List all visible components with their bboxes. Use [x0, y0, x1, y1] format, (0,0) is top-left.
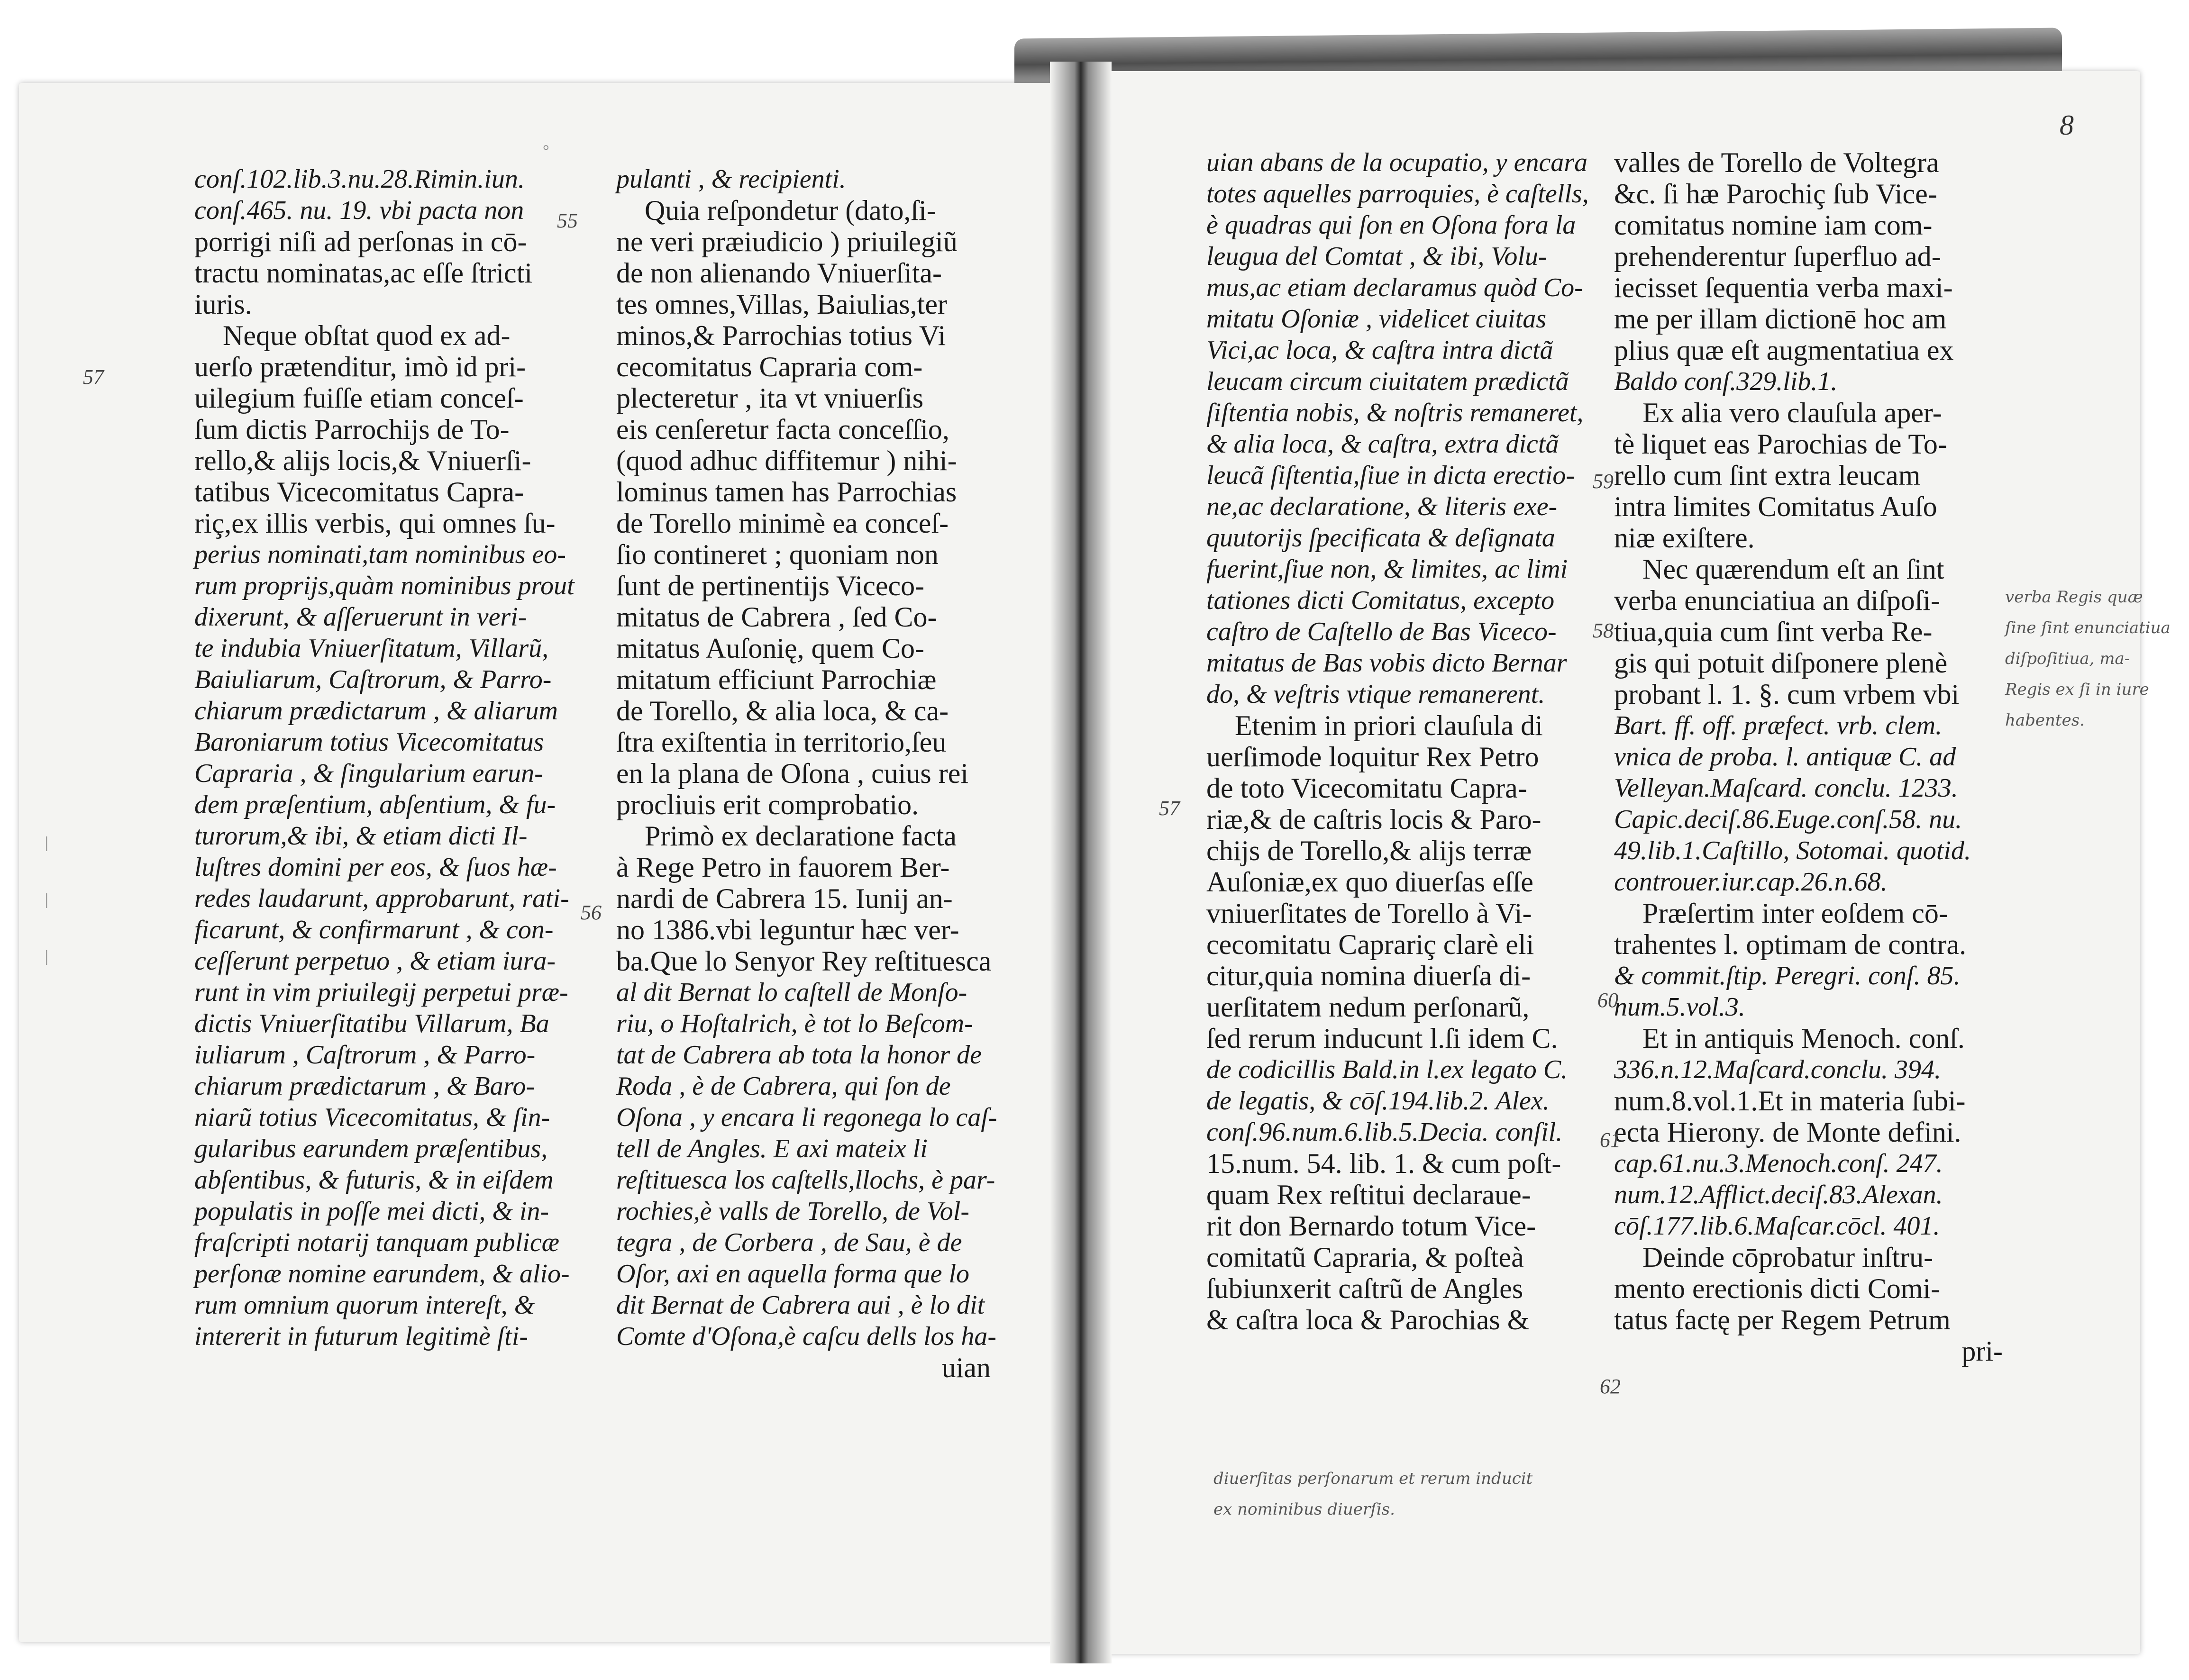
text-line: porrigi niſi ad perſonas in cō- [194, 226, 527, 257]
text-line: & commit.ſtip. Peregri. conſ. 85. [1614, 961, 1961, 990]
text-line: tractu nominatas,ac eſſe ſtricti [194, 257, 533, 289]
text-line: Auſoniæ,ex quo diuerſas eſſe [1206, 866, 1533, 898]
text-line: à Rege Petro in fauorem Ber- [616, 852, 950, 883]
margin-mark: | [45, 891, 48, 908]
text-line: rello cum ſint extra leucam [1614, 460, 1921, 491]
text-line: dixerunt, & aſſeruerunt in veri- [194, 602, 527, 632]
text-line: fuerint,ſiue non, & limites, ac limi [1206, 554, 1568, 584]
text-line: verba enunciatiua an diſpoſi- [1614, 585, 1941, 616]
text-line: de codicillis Bald.in l.ex legato C. [1206, 1055, 1568, 1084]
text-line: Baldo conſ.329.lib.1. [1614, 367, 1838, 396]
marginal-note: habentes. [2005, 711, 2085, 730]
margin-number: 59 [1593, 470, 1614, 493]
text-line: Quia reſpondetur (dato,ſi- [645, 195, 936, 226]
text-line: me per illam dictionē hoc am [1614, 303, 1947, 335]
text-line: 336.n.12.Maſcard.conclu. 394. [1614, 1055, 1942, 1084]
text-line: tatibus Vicecomitatus Capra- [194, 476, 524, 508]
marginal-note: Regis ex ſi in iure [2005, 680, 2149, 699]
text-line: uilegium fuiſſe etiam conceſ- [194, 382, 524, 414]
text-line: abſentibus, & futuris, & in eiſdem [194, 1165, 554, 1195]
text-line: rochies,è valls de Torello, de Vol- [616, 1197, 970, 1226]
text-line: runt in vim priuilegij perpetui præ- [194, 978, 568, 1007]
text-line: controuer.iur.cap.26.n.68. [1614, 867, 1888, 897]
text-line: dem præſentium, abſentium, & fu- [194, 790, 556, 819]
text-line: leugua del Comtat , & ibi, Volu- [1206, 242, 1547, 271]
text-line: en la plana de Oſona , cuius rei [616, 758, 969, 789]
text-line: Baroniarum totius Vicecomitatus [194, 727, 544, 757]
text-line: de non alienando Vniuerſita- [616, 257, 942, 289]
text-line: niarũ totius Vicecomitatus, & ſin- [194, 1103, 550, 1132]
text-line: cecomitatus Capraria com- [616, 351, 923, 382]
text-line: Etenim in priori clauſula di [1235, 710, 1543, 741]
text-line: ſiſtentia nobis, & noſtris remaneret, [1206, 398, 1584, 427]
book-gutter [1050, 62, 1112, 1663]
text-line: ſum dictis Parrochijs de To- [194, 414, 510, 445]
marginal-note: diſpoſitiua, ma- [2005, 649, 2130, 668]
text-line: perſonæ nomine earundem, & alio- [194, 1259, 570, 1289]
text-line: pri- [1961, 1335, 2003, 1367]
text-line: totes aquelles parroquies, è caſtells, [1206, 179, 1589, 209]
text-line: Velleyan.Maſcard. conclu. 1233. [1614, 773, 1958, 803]
text-line: lominus tamen has Parrochias [616, 476, 957, 508]
text-line: Vici,ac loca, & caſtra intra dictã [1206, 336, 1553, 365]
margin-mark: | [45, 948, 48, 965]
text-line: Oſona , y encara li regonega lo caſ- [616, 1103, 997, 1132]
marginal-note: ex nominibus diuerſis. [1213, 1500, 1395, 1519]
text-line: comitatus nomine iam com- [1614, 209, 1933, 241]
text-line: iuris. [194, 289, 252, 320]
text-line: dit Bernat de Cabrera aui , è lo dit [616, 1290, 985, 1320]
margin-number: 56 [581, 901, 602, 924]
text-line: mitatu Oſoniæ , videlicet ciuitas [1206, 304, 1547, 334]
text-line: vniuerſitates de Torello à Vi- [1206, 898, 1532, 929]
text-line: vnica de proba. l. antiquæ C. ad [1614, 742, 1956, 772]
margin-number: 57 [1159, 797, 1180, 820]
text-line: al dit Bernat lo caſtell de Monſo- [616, 978, 967, 1007]
text-line: plius quæ eſt augmentatiua ex [1614, 335, 1954, 366]
text-line: valles de Torello de Voltegra [1614, 147, 1939, 178]
text-line: leucã ſiſtentia,ſiue in dicta erectio- [1206, 461, 1575, 490]
marginal-note: ſine ſint enunciatiua [2005, 618, 2171, 637]
margin-number: 61 [1600, 1128, 1621, 1152]
text-line: reſtituesca los caſtells,llochs, è par- [616, 1165, 995, 1195]
text-line: citur,quia nomina diuerſa di- [1206, 960, 1531, 991]
text-line: è quadras qui ſon en Oſona fora la [1206, 210, 1576, 240]
text-line: conſ.96.num.6.lib.5.Decia. conſil. [1206, 1117, 1563, 1147]
text-line: 15.num. 54. lib. 1. & cum poſt- [1206, 1148, 1561, 1179]
text-line: &c. ſi hæ Parochiç ſub Vice- [1614, 178, 1937, 209]
text-line: Ex alia vero clauſula aper- [1642, 397, 1942, 428]
text-line: cecomitatu Caprariç clarè eli [1206, 929, 1534, 960]
margin-number: 60 [1597, 989, 1618, 1012]
text-line: Roda , è de Cabrera, qui ſon de [616, 1072, 951, 1101]
text-line: chijs de Torello,& alijs terræ [1206, 835, 1532, 866]
text-line: iecisset ſequentia verba maxi- [1614, 272, 1953, 303]
text-line: caſtro de Caſtello de Bas Viceco- [1206, 617, 1557, 646]
text-line: Bart. ff. off. præfect. vrb. clem. [1614, 711, 1943, 740]
text-line: tat de Cabrera ab tota la honor de [616, 1040, 982, 1070]
text-line: iuliarum , Caſtrorum , & Parro- [194, 1040, 536, 1070]
text-line: leucam circum ciuitatem prædictã [1206, 367, 1569, 396]
text-line: fraſcripti notarij tanquam publicæ [194, 1228, 560, 1257]
text-line: gularibus earundem præſentibus, [194, 1134, 548, 1163]
margin-number: 57 [83, 365, 104, 389]
text-line: Neque obſtat quod ex ad- [223, 320, 511, 351]
text-line: rum omnium quorum intereſt, & [194, 1290, 535, 1320]
text-line: tell de Angles. E axi mateix li [616, 1134, 928, 1163]
text-line: dictis Vniuerſitatibu Villarum, Ba [194, 1009, 549, 1038]
text-line: intererit in futurum legitimè ſti- [194, 1322, 529, 1351]
text-line: populatis in poſſe mei dicti, & in- [194, 1197, 549, 1226]
text-line: eis cenſeretur facta conceſſio, [616, 414, 949, 445]
text-line: te indubia Vniuerſitatum, Villarũ, [194, 634, 549, 663]
text-line: mitatus Auſonię, quem Co- [616, 633, 924, 664]
left-page-column-2 [616, 163, 997, 1383]
text-line: mento erectionis dicti Comi- [1614, 1273, 1941, 1304]
text-line: turorum,& ibi, & etiam dicti Il- [194, 821, 528, 851]
text-line: prehenderentur ſuperfluo ad- [1614, 241, 1941, 272]
text-line: ſubiunxerit caſtrũ de Angles [1206, 1273, 1523, 1304]
text-line: de legatis, & cōſ.194.lib.2. Alex. [1206, 1086, 1550, 1116]
text-line: luſtres domini per eos, & ſuos hæ- [194, 853, 557, 882]
folio-number: 8 [2060, 109, 2074, 141]
text-line: riæ,& de caſtris locis & Paro- [1206, 804, 1541, 835]
text-line: trahentes l. optimam de contra. [1614, 929, 1967, 960]
text-line: minos,& Parrochias totius Vi [616, 320, 946, 351]
text-line: de Torello minimè ea conceſ- [616, 508, 949, 539]
text-line: ſio contineret ; quoniam non [616, 539, 939, 570]
text-line: tes omnes,Villas, Baiulias,ter [616, 289, 947, 320]
margin-number: 62 [1600, 1375, 1621, 1398]
text-line: procliuis erit comprobatio. [616, 789, 919, 820]
text-line: quam Rex reſtitui declaraue- [1206, 1179, 1531, 1210]
text-line: & caſtra loca & Parochias & [1206, 1304, 1530, 1335]
text-line: Primò ex declaratione facta [645, 820, 957, 852]
right-page-column-1 [1206, 147, 1595, 1335]
text-line: Baiuliarum, Caſtrorum, & Parro- [194, 665, 552, 694]
text-line: mitatus de Bas vobis dicto Bernar [1206, 648, 1567, 678]
text-line: ſed rerum inducunt l.ſi idem C. [1206, 1023, 1558, 1054]
text-line: nardi de Cabrera 15. Iunij an- [616, 883, 953, 914]
text-line: pulanti , & recipienti. [616, 164, 846, 194]
margin-mark: | [45, 834, 48, 852]
text-line: Oſor, axi en aquella forma que lo [616, 1259, 970, 1289]
text-line: num.5.vol.3. [1614, 992, 1745, 1022]
text-line: tationes dicti Comitatus, excepto [1206, 586, 1555, 615]
text-line: uerſimode loquitur Rex Petro [1206, 741, 1539, 772]
text-line: quutorijs ſpecificata & deſignata [1206, 523, 1555, 553]
text-line: uian [941, 1352, 991, 1383]
text-line: gis qui potuit diſponere plenè [1614, 647, 1948, 679]
text-line: tiua,quia cum ſint verba Re- [1614, 616, 1933, 647]
text-line: num.8.vol.1.Et in materia ſubi- [1614, 1085, 1966, 1117]
text-line: ba.Que lo Senyor Rey reſtituesca [616, 945, 992, 977]
text-line: niæ exiſtere. [1614, 522, 1755, 554]
text-line: & alia loca, & caſtra, extra dictã [1206, 429, 1559, 459]
text-line: rum proprijs,quàm nominibus prout [194, 571, 575, 600]
text-line: uerſo prætenditur, imò id pri- [194, 351, 526, 382]
text-line: cōſ.177.lib.6.Maſcar.cōcl. 401. [1614, 1211, 1940, 1241]
text-line: rello,& alijs locis,& Vniuerſi- [194, 445, 531, 476]
text-line: plecteretur , ita vt vniuerſis [616, 382, 924, 414]
left-page-column-1 [194, 163, 575, 1352]
text-line: uian abans de la ocupatio, y encara [1206, 148, 1588, 177]
text-line: ne,ac declaratione, & literis exe- [1206, 492, 1558, 521]
margin-number: 58 [1593, 619, 1614, 642]
text-line: num.12.Afflict.deciſ.83.Alexan. [1614, 1180, 1943, 1209]
right-page-column-2 [1614, 147, 2003, 1367]
text-line: Comte d'Oſona,è caſcu dells los ha- [616, 1322, 997, 1351]
text-line: riç,ex illis verbis, qui omnes ſu- [194, 508, 556, 539]
text-line: tegra , de Corbera , de Sau, è de [616, 1228, 962, 1257]
text-line: tatus factę per Regem Petrum [1614, 1304, 1951, 1335]
text-line: cap.61.nu.3.Menoch.conſ. 247. [1614, 1149, 1943, 1178]
marginal-note: verba Regis quæ [2005, 588, 2143, 607]
text-line: probant l. 1. §. cum vrbem vbi [1614, 679, 1960, 710]
text-line: ficarunt, & confirmarunt , & con- [194, 915, 554, 944]
text-line: do, & veſtris vtique remanerent. [1206, 680, 1545, 709]
text-line: Deinde cōprobatur inſtru- [1642, 1242, 1934, 1273]
text-line: riu, o Hoſtalrich, è tot lo Beſcom- [616, 1009, 973, 1038]
marginal-note: diuerſitas perſonarum et rerum inducit [1213, 1469, 1533, 1488]
text-line: chiarum prædictarum , & aliarum [194, 696, 558, 726]
text-line: (quod adhuc diffitemur ) nihi- [616, 445, 957, 476]
text-line: ceſſerunt perpetuo , & etiam iura- [194, 946, 556, 976]
text-line: ſunt de pertinentijs Viceco- [616, 570, 925, 601]
text-line: ne veri præiudicio ) priuilegiũ [616, 226, 958, 257]
text-line: comitatũ Capraria, & poſteà [1206, 1242, 1524, 1273]
text-line: conſ.465. nu. 19. vbi pacta non [194, 196, 524, 225]
text-line: Capic.deciſ.86.Euge.conſ.58. nu. [1614, 805, 1962, 834]
text-line: redes laudarunt, approbarunt, rati- [194, 884, 569, 913]
margin-mark: ° [543, 142, 549, 160]
text-line: conſ.102.lib.3.nu.28.Rimin.iun. [194, 164, 525, 194]
text-line: mitatum efficiunt Parrochiæ [616, 664, 937, 695]
text-line: Capraria , & ſingularium earun- [194, 759, 543, 788]
text-line: tè liquet eas Parochias de To- [1614, 428, 1947, 460]
text-line: Et in antiquis Menoch. conſ. [1642, 1023, 1965, 1054]
text-line: intra limites Comitatus Auſo [1614, 491, 1937, 522]
text-line: 49.lib.1.Caſtillo, Sotomai. quotid. [1614, 836, 1971, 865]
text-line: uerſitatem nedum perſonarũ, [1206, 991, 1530, 1023]
text-line: de Torello, & alia loca, & ca- [616, 695, 949, 726]
text-line: Nec quærendum eſt an ſint [1642, 554, 1944, 585]
text-line: chiarum prædictarum , & Baro- [194, 1072, 535, 1101]
text-line: rit don Bernardo totum Vice- [1206, 1210, 1536, 1242]
text-line: ſtra exiſtentia in territorio,ſeu [616, 726, 947, 758]
text-line: perius nominati,tam nominibus eo- [194, 540, 566, 569]
text-line: mitatus de Cabrera , ſed Co- [616, 601, 937, 633]
text-line: Præſertim inter eoſdem cō- [1642, 898, 1948, 929]
text-line: ecta Hierony. de Monte defini. [1614, 1117, 1961, 1148]
text-line: no 1386.vbi leguntur hæc ver- [616, 914, 959, 945]
margin-number: 55 [557, 209, 578, 232]
text-line: de toto Vicecomitatu Capra- [1206, 772, 1527, 804]
text-line: mus,ac etiam declaramus quòd Co- [1206, 273, 1583, 302]
